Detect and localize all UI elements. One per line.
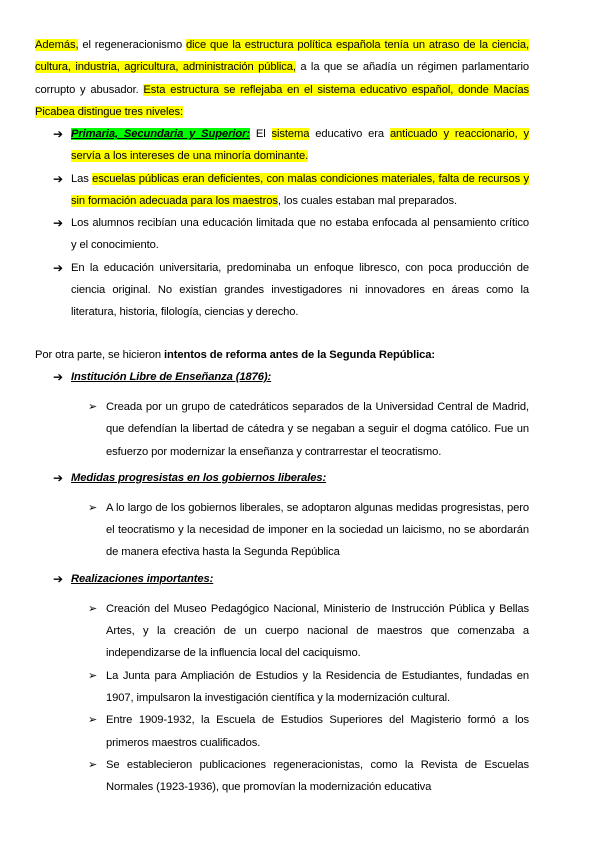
section-title: Medidas progresistas en los gobiernos liberales: [71, 471, 327, 484]
list-item [88, 598, 529, 665]
reform-intro-paragraph [35, 344, 529, 366]
chevron-bullet-icon: ➢ [88, 713, 98, 727]
list-item [88, 497, 529, 564]
arrow-bullet-icon: ➔ [53, 216, 63, 231]
chevron-bullet-icon: ➢ [88, 601, 98, 615]
arrow-bullet-icon: ➔ [53, 260, 63, 275]
chevron-bullet-icon: ➢ [88, 757, 98, 771]
list-item [88, 709, 529, 754]
list-text: Se establecieron publicaciones regeneracionistas, como la Revista de Escuelas Normales (1923-1936), que promovían la modernización educativa [106, 758, 529, 794]
intro-paragraph [35, 34, 529, 123]
list-text: El [249, 128, 272, 140]
section-liberal-measures [53, 467, 529, 564]
section-achievements [53, 568, 529, 799]
section-heading [53, 366, 529, 388]
list-item [53, 123, 529, 168]
list-highlight: anticuado y reaccionario, y servía a los intereses de una minoría dominante. [71, 128, 529, 163]
list-text: La Junta para Ampliación de Estudios y la Residencia de Estudiantes, fundadas en 1907, impulsaron la investigación científica y la modernización cultural. [106, 669, 529, 704]
list-item [53, 168, 529, 213]
chevron-bullet-icon: ➢ [88, 668, 98, 682]
list-highlight: sistema [271, 128, 310, 140]
list-item [88, 665, 529, 710]
arrow-bullet-icon: ➔ [53, 370, 63, 384]
list-item [88, 396, 529, 463]
list-item [53, 257, 529, 324]
reform-intro-bold: intentos de reforma antes de la Segunda República: [164, 349, 436, 361]
levels-list [53, 123, 529, 324]
list-text: En la educación universitaria, predominaba un enfoque libresco, con poca producción de ciencia original. No existían grandes investigadores ni innovadores en áreas como la literatura, historia, filología, ciencias y derecho. [71, 261, 529, 319]
reform-intro-text: Por otra parte, se hicieron [35, 349, 165, 361]
list-text: educativo era [309, 128, 390, 140]
list-text: Creada por un grupo de catedráticos separados de la Universidad Central de Madrid, que defendían la libertad de cátedra y se negaban a seguir el dogma católico. Fue un esfuerzo por modernizar la enseñanza y contrarrestar el teocratismo. [106, 401, 529, 458]
reforms-list [53, 366, 529, 798]
list-item [53, 212, 529, 257]
arrow-bullet-icon: ➔ [53, 127, 63, 141]
list-text: Entre 1909-1932, la Escuela de Estudios Superiores del Magisterio formó a los primeros maestros cualificados. [106, 714, 529, 749]
section-title: Institución Libre de Enseñanza (1876): [71, 371, 272, 383]
list-text: Los alumnos recibían una educación limitada que no estaba enfocada al pensamiento crítico y el conocimiento. [71, 217, 529, 252]
intro-highlight-1: Además, [35, 39, 79, 51]
section-heading [53, 467, 529, 489]
section-title: Realizaciones importantes: [71, 572, 214, 585]
levels-title: Primaria, Secundaria y Superior: [71, 128, 250, 140]
list-text: , los cuales estaban mal preparados. [277, 194, 458, 207]
arrow-bullet-icon: ➔ [53, 470, 63, 485]
list-text: Creación del Museo Pedagógico Nacional, Ministerio de Instrucción Pública y Bellas Artes, y la creación de un cuerpo nacional de maestros que comenzaba a independizarse de la influencia local del caciquismo. [106, 602, 529, 660]
list-text: Las [71, 172, 93, 185]
intro-text-2: el regeneracionismo [78, 39, 187, 51]
list-text: A lo largo de los gobiernos liberales, se adoptaron algunas medidas progresistas, pero el teocratismo y la necesidad de imponer en la sociedad un laicismo, no se abordarán de manera efectiva hasta la Segunda República [106, 501, 529, 559]
chevron-bullet-icon: ➢ [88, 400, 98, 413]
list-item [88, 754, 529, 799]
list-highlight: escuelas públicas eran deficientes, con malas condiciones materiales, falta de recursos y sin formación adecuada para los maestros [71, 172, 529, 207]
intro-text-4: a la que se añadía un régimen parlamentario corrupto y abusador. [35, 61, 529, 96]
section-ile [53, 366, 529, 463]
intro-highlight-3: dice que la estructura política española tenía un atraso de la ciencia, cultura, industria, agricultura, administración pública, [35, 39, 530, 74]
section-heading [53, 568, 529, 590]
intro-highlight-5: Esta estructura se reflejaba en el sistema educativo español, donde Macías Picabea distingue tres niveles: [35, 83, 529, 118]
chevron-bullet-icon: ➢ [88, 500, 98, 514]
arrow-bullet-icon: ➔ [53, 571, 63, 586]
arrow-bullet-icon: ➔ [53, 171, 63, 186]
